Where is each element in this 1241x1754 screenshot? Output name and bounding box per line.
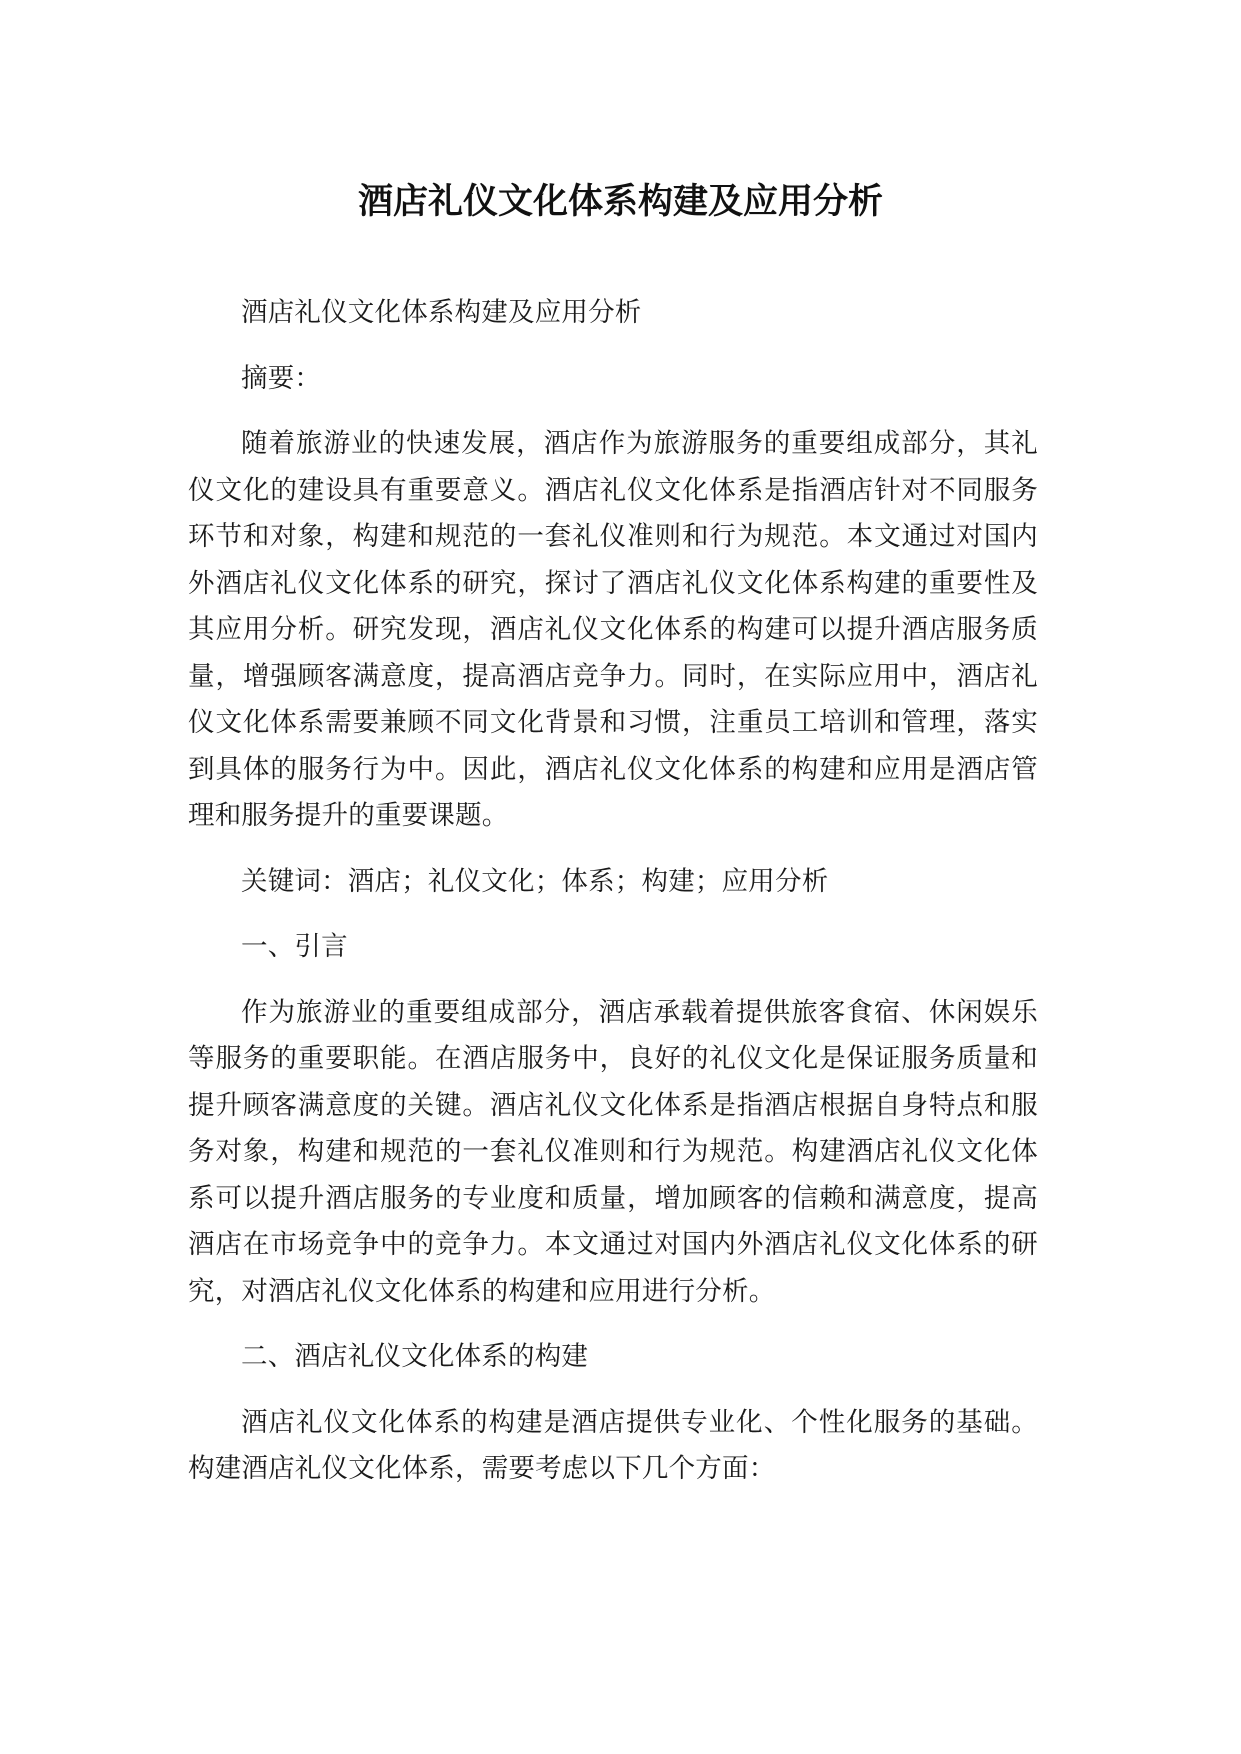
keywords: 关键词：酒店；礼仪文化；体系；构建；应用分析: [241, 865, 829, 897]
section-2-heading: 二、酒店礼仪文化体系的构建: [241, 1341, 589, 1372]
section-1-paragraph: 作为旅游业的重要组成部分，酒店承载着提供旅客食宿、休闲娱乐等服务的重要职能。在酒店服务中，良好的礼仪文化是保证服务质量和提升顾客满意度的关键。酒店礼仪文化体系是指酒店根据自身特点和服务对象，构建和规范的一套礼仪准则和行为规范。构建酒店礼仪文化体系可以提升酒店服务的专业度和质量，增加顾客的信赖和满意度，提高酒店在市场竞争中的竞争力。本文通过对国内外酒店礼仪文化体系的研究，对酒店礼仪文化体系的构建和应用进行分析。: [188, 996, 1038, 1307]
document-title: 酒店礼仪文化体系构建及应用分析: [357, 182, 883, 222]
section-1-heading: 一、引言: [241, 931, 348, 962]
document-body: [188, 290, 1038, 1512]
abstract-label: 摘要：: [241, 362, 322, 394]
abstract-paragraph: 随着旅游业的快速发展，酒店作为旅游服务的重要组成部分，其礼仪文化的建设具有重要意义。酒店礼仪文化体系是指酒店针对不同服务环节和对象，构建和规范的一套礼仪准则和行为规范。本文通过对国内外酒店礼仪文化体系的研究，探讨了酒店礼仪文化体系构建的重要性及其应用分析。研究发现，酒店礼仪文化体系的构建可以提升酒店服务质量，增强顾客满意度，提高酒店竞争力。同时，在实际应用中，酒店礼仪文化体系需要兼顾不同文化背景和习惯，注重员工培训和管理，落实到具体的服务行为中。因此，酒店礼仪文化体系的构建和应用是酒店管理和服务提升的重要课题。: [188, 428, 1038, 831]
subtitle: 酒店礼仪文化体系构建及应用分析: [241, 297, 642, 328]
section-2-paragraph: 酒店礼仪文化体系的构建是酒店提供专业化、个性化服务的基础。构建酒店礼仪文化体系，需要考虑以下几个方面：: [188, 1406, 1038, 1484]
